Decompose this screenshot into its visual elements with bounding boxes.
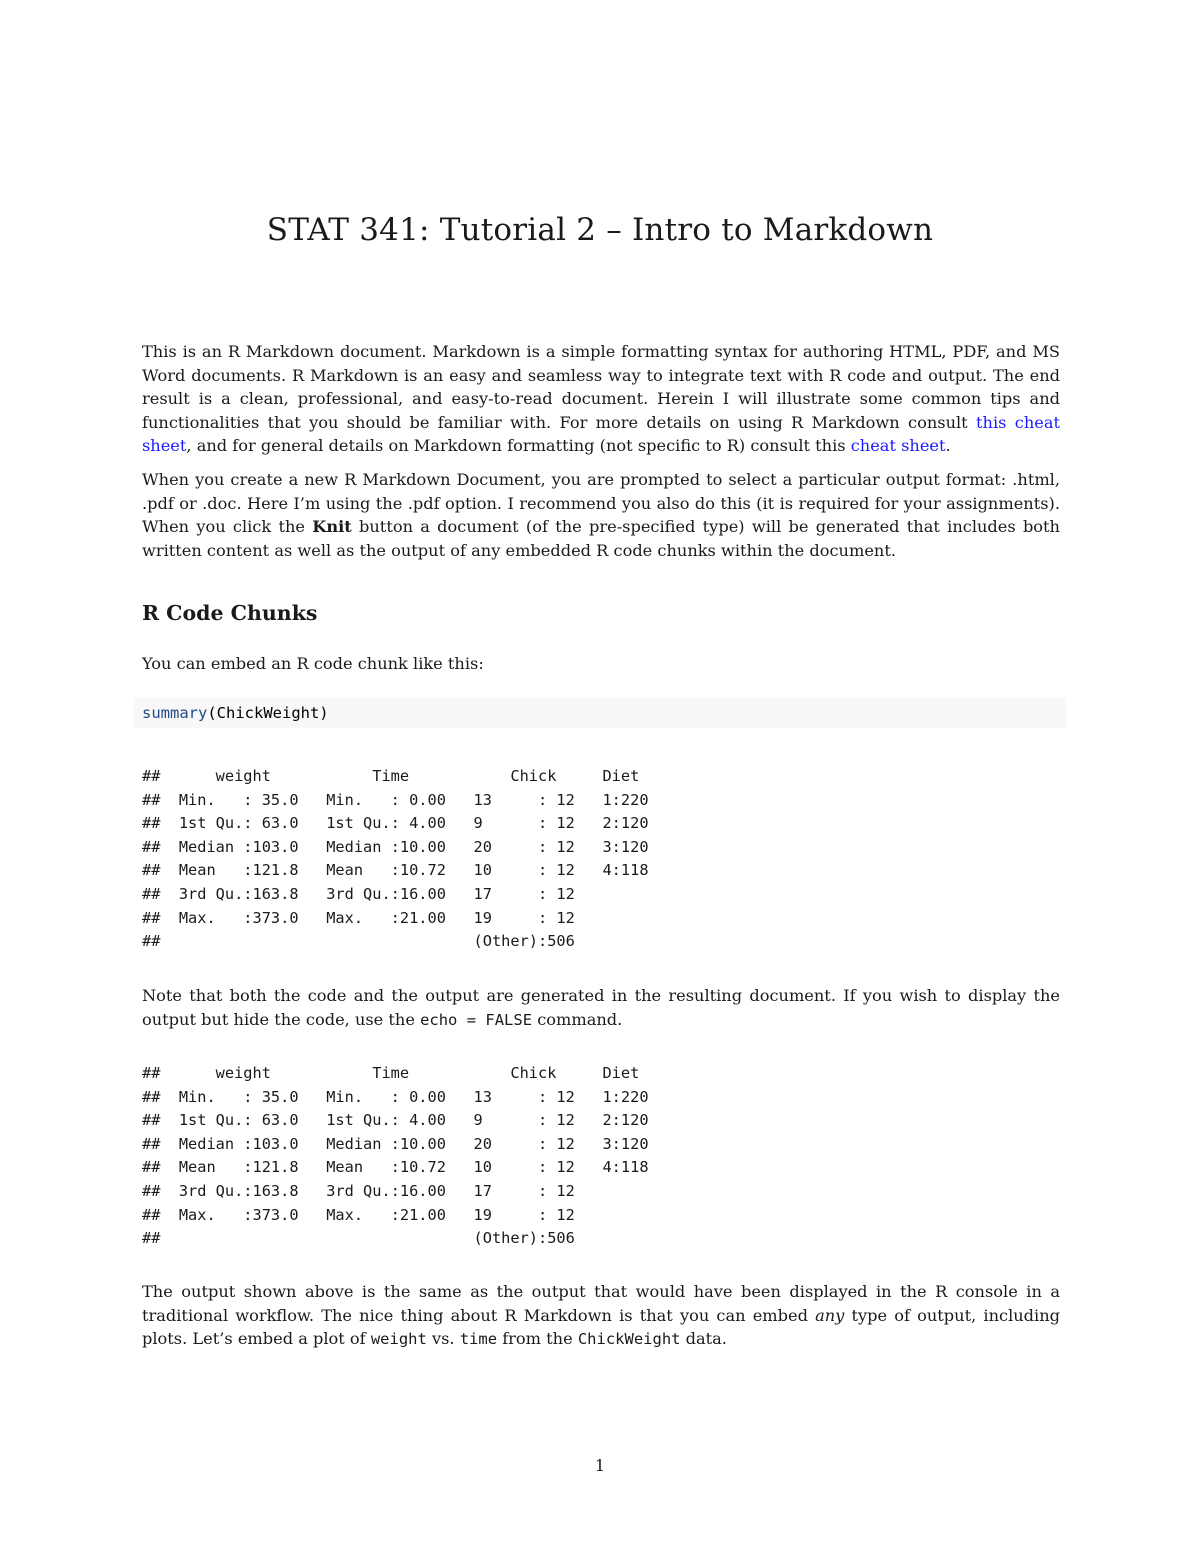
document-title: STAT 341: Tutorial 2 – Intro to Markdown — [266, 212, 934, 248]
rmarkdown-cheat-sheet-link[interactable]: this cheat sheet — [142, 412, 1060, 456]
echo-text-1: Note that both the code and the output are generated in the resulting document. If you wish to display the output but hide the code, use the — [142, 986, 1060, 1029]
output-line: ## Min. : 35.0 Min. : 0.00 13 : 12 1:220 — [142, 790, 667, 809]
intro-text-2: , and for general details on Markdown formatting (not specific to R) consult this — [186, 436, 851, 456]
plot-text-4: from the — [497, 1329, 578, 1349]
output-format-paragraph — [142, 468, 1060, 562]
any-emphasis: any — [815, 1305, 845, 1325]
embed-chunk-paragraph: You can embed an R code chunk like this: — [142, 654, 484, 673]
plot-text-3: vs. — [426, 1329, 460, 1349]
code-arguments: (ChickWeight) — [207, 704, 329, 722]
intro-text-1: This is an R Markdown document. Markdown is a simple formatting syntax for authoring HTML, PDF, and MS Word documents. R Markdown is an easy and seamless way to integrate text with R code and output. The end result is a clean, professional, and easy-to-read document. Herein I will illustrate some common tips and functionalities that you should be familiar with. For more details on using R Markdown consult — [142, 342, 1060, 432]
echo-note-paragraph — [142, 984, 1060, 1032]
output-line: ## Mean :121.8 Mean :10.72 10 : 12 4:118 — [142, 861, 667, 880]
output-line: ## (Other):506 — [142, 932, 667, 951]
page-number: 1 — [594, 1456, 606, 1475]
output-line: ## 3rd Qu.:163.8 3rd Qu.:16.00 17 : 12 — [142, 884, 667, 903]
markdown-cheat-sheet-link[interactable]: cheat sheet — [850, 436, 946, 456]
chickweight-code: ChickWeight — [577, 1330, 681, 1349]
output-line: ## 1st Qu.: 63.0 1st Qu.: 4.00 9 : 12 2:120 — [142, 1111, 667, 1130]
output-line: ## Min. : 35.0 Min. : 0.00 13 : 12 1:220 — [142, 1087, 667, 1106]
output-line: ## Max. :373.0 Max. :21.00 19 : 12 — [142, 1205, 667, 1224]
plot-intro-paragraph — [142, 1280, 1060, 1352]
output-line: ## Median :103.0 Median :10.00 20 : 12 3:120 — [142, 1134, 667, 1153]
intro-paragraph — [142, 340, 1060, 458]
echo-false-code: echo = FALSE — [420, 1010, 533, 1029]
format-text-1: When you create a new R Markdown Document, you are prompted to select a particular output format: .html, .pdf or .doc. Here I’m using the .pdf option. I recommend you also do this (it is required for your assignments). When you click the — [142, 470, 1060, 537]
section-heading-r-code-chunks: R Code Chunks — [142, 601, 318, 625]
knit-term: Knit — [312, 517, 352, 537]
code-function-name: summary — [142, 704, 208, 722]
r-code-chunk — [134, 698, 1066, 728]
format-text-2: button a document (of the pre-specified type) will be generated that includes both written content as well as the output of any embedded R code chunks within the document. — [142, 517, 1060, 560]
plot-text-5: data. — [680, 1329, 727, 1349]
plot-text-2: type of output, including plots. Let’s embed a plot of — [142, 1305, 1060, 1349]
r-output-block-2 — [142, 1062, 667, 1251]
intro-text-3: . — [945, 436, 951, 456]
weight-code: weight — [370, 1330, 427, 1349]
output-line: ## Max. :373.0 Max. :21.00 19 : 12 — [142, 908, 667, 927]
output-line: ## weight Time Chick Diet — [142, 767, 667, 785]
plot-text-1: The output shown above is the same as the output that would have been displayed in the R console in a traditional workflow. The nice thing about R Markdown is that you can embed — [142, 1282, 1060, 1325]
time-code: time — [459, 1330, 498, 1349]
output-line: ## weight Time Chick Diet — [142, 1064, 667, 1082]
echo-text-2: command. — [532, 1009, 623, 1029]
output-line: ## (Other):506 — [142, 1229, 667, 1248]
output-line: ## 1st Qu.: 63.0 1st Qu.: 4.00 9 : 12 2:120 — [142, 814, 667, 833]
output-line: ## Mean :121.8 Mean :10.72 10 : 12 4:118 — [142, 1158, 667, 1177]
r-output-block-1 — [142, 765, 667, 954]
output-line: ## Median :103.0 Median :10.00 20 : 12 3:120 — [142, 837, 667, 856]
output-line: ## 3rd Qu.:163.8 3rd Qu.:16.00 17 : 12 — [142, 1181, 667, 1200]
